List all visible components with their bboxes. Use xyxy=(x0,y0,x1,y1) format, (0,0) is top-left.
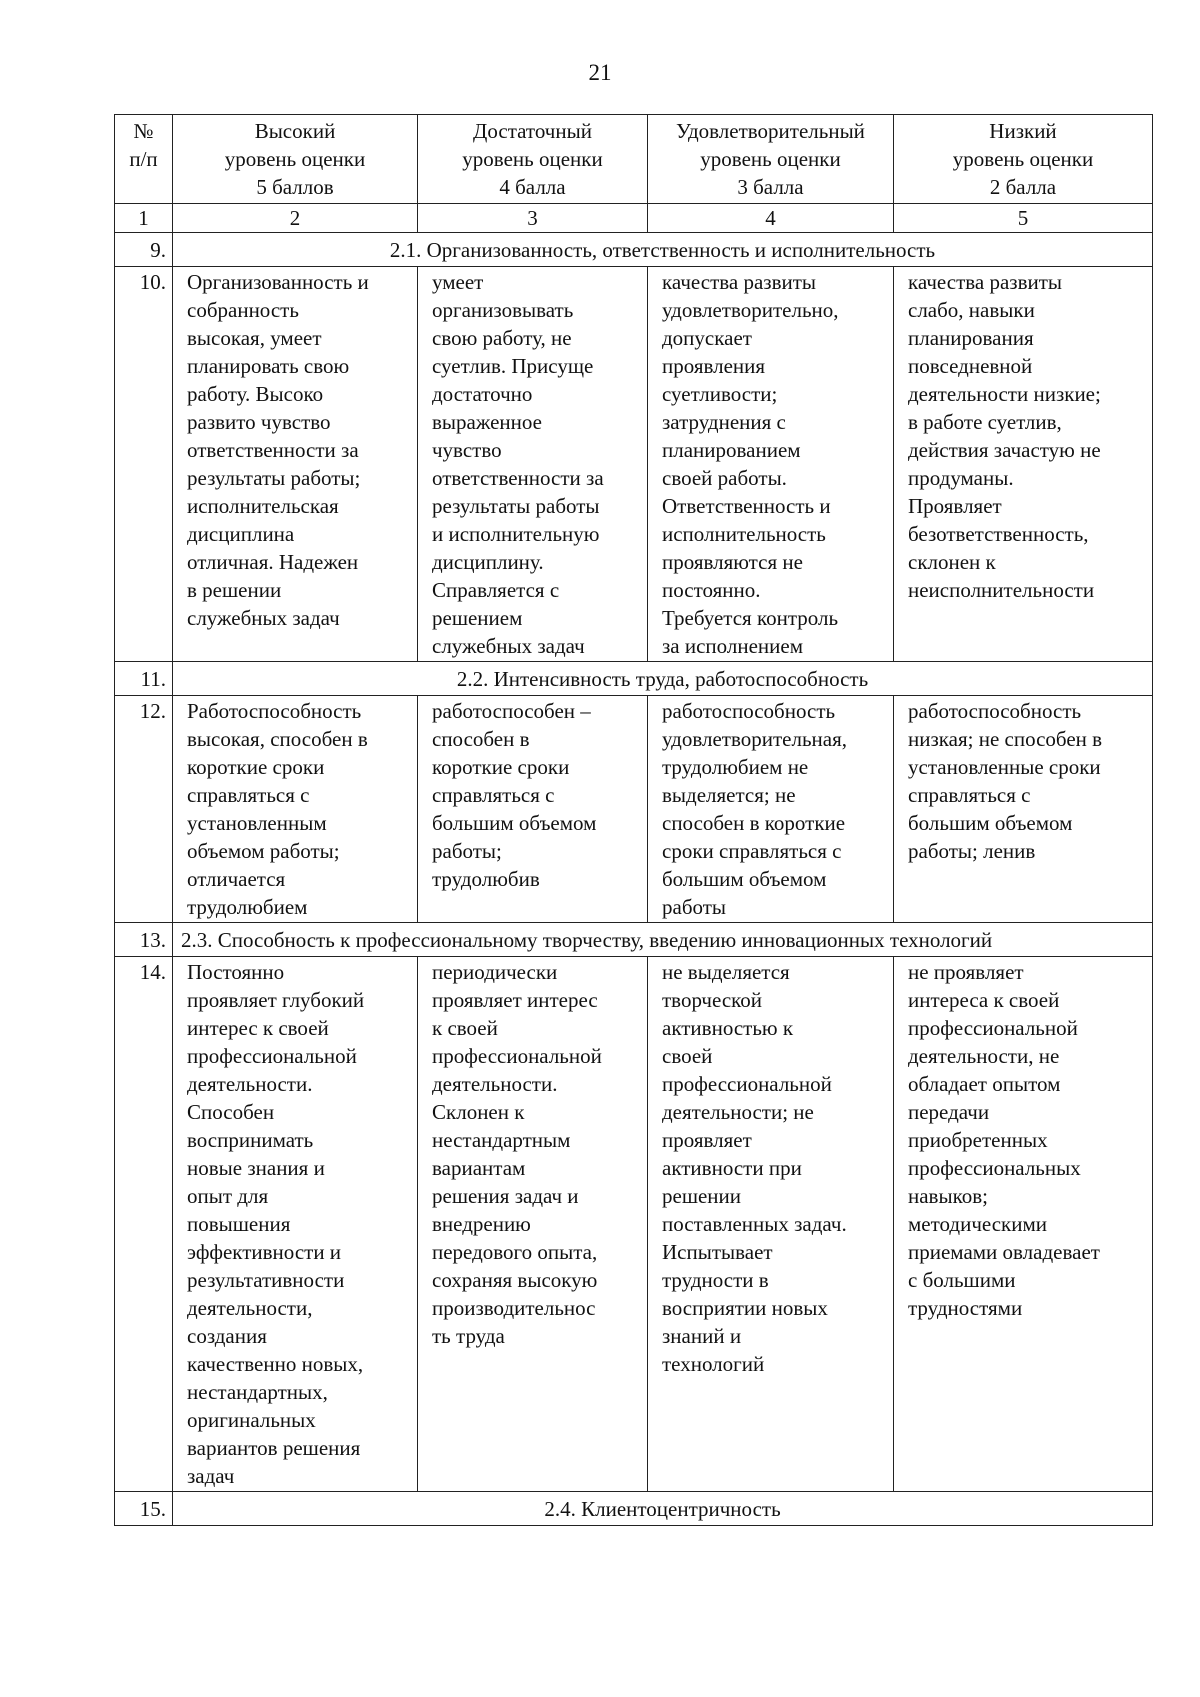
column-number: 5 xyxy=(894,204,1153,233)
section-title: 2.4. Клиентоцентричность xyxy=(173,1492,1153,1526)
cell-low: качества развиты слабо, навыки планирования повседневной деятельности низкие; в работе суетлив, действия зачастую не продуманы. Проявляет безответственность, склонен к неисполнительности xyxy=(894,267,1153,662)
cell-low: не проявляет интереса к своей профессиональной деятельности, не обладает опытом передачи приобретенных профессиональных навыков; методическими приемами овладевает с большими трудностями xyxy=(894,957,1153,1492)
row-number: 13. xyxy=(115,923,173,957)
column-number: 2 xyxy=(173,204,418,233)
header-number: № п/п xyxy=(115,115,173,204)
header-low-level: Низкий уровень оценки 2 балла xyxy=(894,115,1153,204)
header-satisfactory-level: Удовлетворительный уровень оценки 3 балла xyxy=(648,115,894,204)
cell-sufficient: периодически проявляет интерес к своей профессиональной деятельности. Склонен к нестандартным вариантам решения задач и внедрению передового опыта, сохраняя высокую производительнос ть труда xyxy=(418,957,648,1492)
cell-sufficient: умеет организовывать свою работу, не суетлив. Присуще достаточно выраженное чувство ответственности за результаты работы и исполнительную дисциплину. Справляется с решением служебных задач xyxy=(418,267,648,662)
assessment-table xyxy=(114,114,1153,1526)
cell-sufficient: работоспособен – способен в короткие сроки справляться с большим объемом работы; трудолюбив xyxy=(418,696,648,923)
cell-high: Организованность и собранность высокая, умеет планировать свою работу. Высоко развито чувство ответственности за результаты работы; исполнительская дисциплина отличная. Надежен в решении служебных задач xyxy=(173,267,418,662)
cell-satisfactory: работоспособность удовлетворительная, трудолюбием не выделяется; не способен в короткие сроки справляться с большим объемом работы xyxy=(648,696,894,923)
table-row xyxy=(115,957,1153,1492)
header-sufficient-level: Достаточный уровень оценки 4 балла xyxy=(418,115,648,204)
column-number-row xyxy=(115,204,1153,233)
section-title: 2.2. Интенсивность труда, работоспособность xyxy=(173,662,1153,696)
column-number: 3 xyxy=(418,204,648,233)
table-header-row xyxy=(115,115,1153,204)
section-row xyxy=(115,662,1153,696)
row-number: 9. xyxy=(115,233,173,267)
section-title: 2.3. Способность к профессиональному творчеству, введению инновационных технологий xyxy=(173,923,1153,957)
header-high-level: Высокий уровень оценки 5 баллов xyxy=(173,115,418,204)
row-number: 15. xyxy=(115,1492,173,1526)
cell-high: Работоспособность высокая, способен в короткие сроки справляться с установленным объемом работы; отличается трудолюбием xyxy=(173,696,418,923)
column-number: 4 xyxy=(648,204,894,233)
section-row xyxy=(115,1492,1153,1526)
section-row xyxy=(115,923,1153,957)
section-title: 2.1. Организованность, ответственность и исполнительность xyxy=(173,233,1153,267)
cell-satisfactory: качества развиты удовлетворительно, допускает проявления суетливости; затруднения с планированием своей работы. Ответственность и исполнительность проявляются не постоянно. Требуется контроль за исполнением xyxy=(648,267,894,662)
cell-low: работоспособность низкая; не способен в установленные сроки справляться с большим объемом работы; ленив xyxy=(894,696,1153,923)
row-number: 10. xyxy=(115,267,173,662)
cell-high: Постоянно проявляет глубокий интерес к своей профессиональной деятельности. Способен воспринимать новые знания и опыт для повышения эффективности и результативности деятельности, создания качественно новых, нестандартных, оригинальных вариантов решения задач xyxy=(173,957,418,1492)
table-row xyxy=(115,696,1153,923)
row-number: 11. xyxy=(115,662,173,696)
table-row xyxy=(115,267,1153,662)
cell-satisfactory: не выделяется творческой активностью к своей профессиональной деятельности; не проявляет активности при решении поставленных задач. Испытывает трудности в восприятии новых знаний и технологий xyxy=(648,957,894,1492)
row-number: 14. xyxy=(115,957,173,1492)
row-number: 12. xyxy=(115,696,173,923)
section-row xyxy=(115,233,1153,267)
column-number: 1 xyxy=(115,204,173,233)
page-number: 21 xyxy=(588,60,612,85)
